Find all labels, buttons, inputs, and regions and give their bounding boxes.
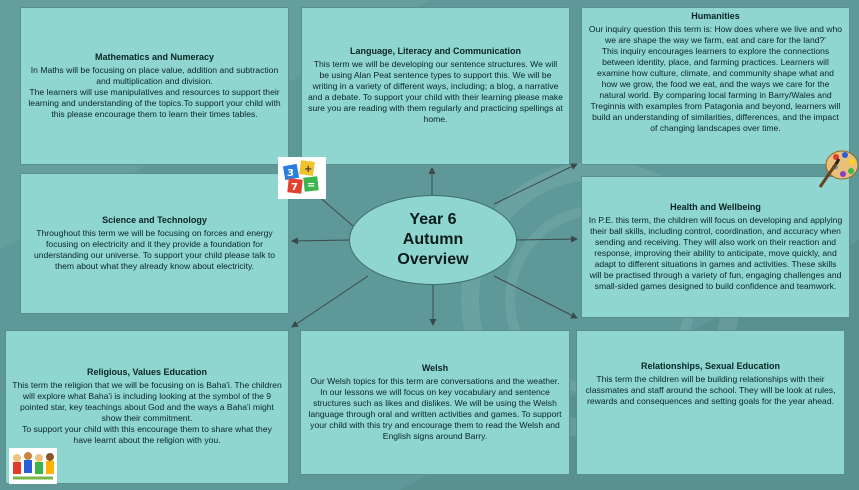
- humanities-title: Humanities: [691, 11, 740, 21]
- math-blocks-icon: [278, 157, 326, 199]
- relationships-body: This term the children will be building relationships with their classmates and staff around the school. They will be look at rules, rewards and consequences and setting goals for the year ahead.: [585, 373, 836, 406]
- svg-text:3: 3: [287, 168, 294, 179]
- maths-body: In Maths will be focusing on place value, addition and subtraction and multiplication and division. The learners will use manipulatives and resources to support their learning and understanding of the topics.To support your child with this please encourage them to learn their times tables.: [28, 64, 281, 119]
- center-title: Year 6 Autumn Overview: [349, 195, 517, 285]
- health-body: In P.E. this term, the children will focus on developing and applying their ball skills, including control, coordination, and accuracy when sending and receiving. They will also work on their reaction and response, improving their ability to anticipate, move quickly, and adapt to different situations in games and activities. These skills will be practised through a variety of fun, engaging challenges and small-sided games designed to build confidence and teamwork.: [588, 214, 843, 291]
- humanities-body: Our inquiry question this term is: How does where we live and who we are shape the way we farm, eat and care for the land?' This inquiry encourages learners to explore the connections between identity, place, and farming practices. Learners will examine how culture, climate, and community shape what and how we grow, the food we eat, and the ways we care for the natural world. By comparing local farming in Barry/Wales and Treginnis with examples from Patagonia and beyond, learners will build an understanding of similarities, differences, and the impact of changing landscapes over time.: [588, 23, 843, 134]
- health-title: Health and Wellbeing: [670, 201, 761, 212]
- arrow-to-religious: [292, 276, 368, 327]
- science-title: Science and Technology: [102, 215, 207, 226]
- paint-palette-icon: [818, 143, 859, 189]
- language-box: [301, 7, 570, 165]
- svg-text:+: +: [304, 164, 313, 175]
- relationships-title: Relationships, Sexual Education: [640, 361, 781, 371]
- science-body: Throughout this term we will be focusing on forces and energy focusing on electricity and it they provide a foundation for understanding our universe. To support your child please talk to them about what they already know about electricity.: [33, 227, 276, 271]
- welsh-body: Our Welsh topics for this term are conversations and the weather. In our lessons we will focus on key vocabulary and sentence structures such as likes and dislikes. We will be using the Welsh language through oral and written activities and games. To support your child with this try and encourage them to read the Welsh and English signs around Barry.: [308, 375, 562, 441]
- science-box: [20, 173, 289, 314]
- children-group-icon: [9, 448, 57, 484]
- arrow-to-science: [292, 240, 350, 241]
- health-box: [581, 176, 850, 318]
- arrow-to-health: [517, 239, 577, 240]
- svg-text:7: 7: [291, 182, 298, 193]
- arrow-to-humanities: [494, 164, 577, 204]
- arrow-to-relationships: [494, 276, 577, 318]
- religious-body: This term the religion that we will be focusing on is Baha'i. The children will explore what Baha'i is including looking at the symbol of the 9 pointed star, key teachings about God and the ways a Baha'i might show their commitment. To support your child with this encourage them to share what they have learnt about the religion with you.: [12, 380, 282, 446]
- maths-box: [20, 7, 289, 165]
- religious-title: Religious, Values Education: [86, 367, 208, 378]
- humanities-box: [581, 7, 850, 165]
- welsh-box: [300, 330, 570, 475]
- welsh-title: Welsh: [421, 362, 449, 373]
- maths-title: Mathematics and Numeracy: [94, 52, 215, 62]
- language-body: This term we will be developing our sentence structures. We will be using Alan Peat sentence types to support this. We will be writing in a variety of different ways, including; a blog, a narrative and a debate. To support your child with their learning please make sure you are reading with them regularly and practicing spellings at home.: [308, 59, 563, 125]
- language-title: Language, Literacy and Communication: [349, 46, 522, 57]
- svg-text:=: =: [307, 180, 316, 191]
- relationships-box: [576, 330, 845, 475]
